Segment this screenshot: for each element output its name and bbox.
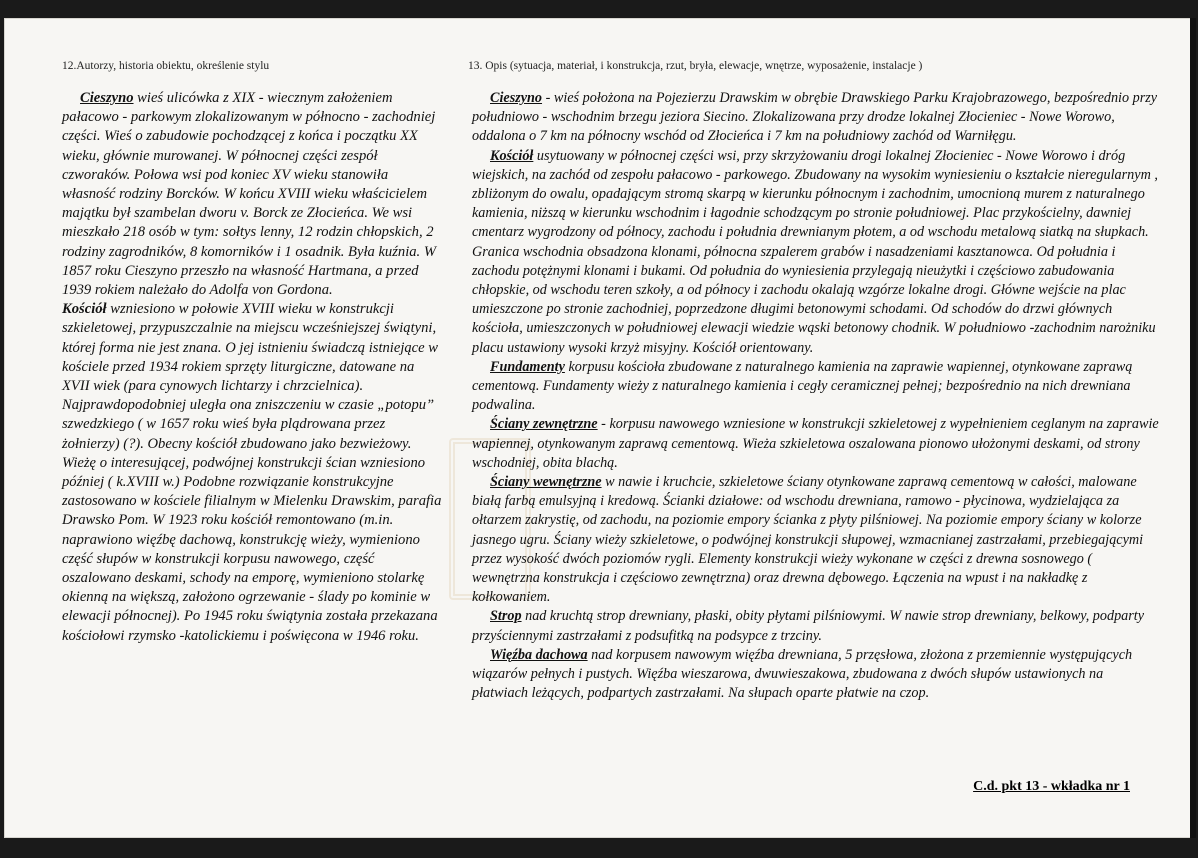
keyword-sciany-wewnetrzne: Ściany wewnętrzne <box>490 474 602 491</box>
desc-paragraph-roof-truss <box>472 646 1162 704</box>
section-13-body <box>472 89 1162 704</box>
keyword-sciany-zewnetrzne: Ściany zewnętrzne <box>490 416 598 433</box>
keyword-cieszyno: Cieszyno <box>80 90 134 106</box>
continued-note: C.d. pkt 13 - wkładka nr 1 <box>973 779 1130 794</box>
foundations-text: korpusu kościoła zbudowane z naturalnego kamienia na zaprawie wapiennej, otynkowane zaprawą cementową. Fundamenty wieży z naturalnego kamienia i cegły ceramicznej pełnej; bezpośrednio na nich drewniana podwalina. <box>472 358 1133 414</box>
inner-walls-text: w nawie i kruchcie, szkieletowe ściany otynkowane zaprawą cementową w całości, malowane białą farbą emulsyjną i kredową. Ścianki działowe: od wschodu drewniana, ramowo - płycinowa, wydzielająca za ołtarzem zakrystię, od zachodu, na poziomie empory ścianka z płyty pilśniowej. Na poziomie empory ściany w kolorze jasnego ugru. Ściany wieży szkieletowe, o podwójnej konstrukcji słupowej, wzmacnianej zastrzałami, przebiegającymi przez wysokość dwóch poziomów rygli. Elementy konstrukcji wieży wykonane w części z drewna sosnowego ( wewnętrzna konstrukcja i częściowo zewnętrzna) oraz drewna dębowego. Łączenia na wpust i na nakładkę z kołkowaniem. <box>472 474 1144 606</box>
keyword-fundamenty: Fundamenty <box>490 358 565 375</box>
desc-paragraph-location <box>472 89 1162 147</box>
location-text: wieś położona na Pojezierzu Drawskim w obrębie Drawskiego Parku Krajobrazowego, bezpośrednio przy południowo - wschodnim brzegu jeziora Siecino. Zlokalizowana przy drodze lokalnej Złocieniec - Nowe Worowo, oddalona o 7 km na północny wschód od Złocieńca i 7 km na południowy zachód od Warniłęgu. <box>472 90 1158 145</box>
desc-paragraph-inner-walls <box>472 473 1162 607</box>
separator: - <box>597 416 610 433</box>
keyword-kosciol: Kościół <box>62 301 107 318</box>
separator: - <box>542 90 554 106</box>
section-12-body <box>62 89 442 646</box>
left-column <box>62 60 442 646</box>
village-history-text: wieś ulicówka z XIX - wiecznym założeniem pałacowo - parkowym zlokalizowanym w północno - zachodniej części. Wieś o zabudowie pochodzącej z końca i początku XX wieku, głównie murowanej. W północnej części zespół czworaków. Połowa wsi pod koniec XV wieku stanowiła własność rodziny Borcków. W końcu XVIII wieku właścicielem majątku był szambelan dworu v. Borck ze Złocieńca. We wsi mieszkało 218 osób w tym: sołtys lenny, 12 rodzin chłopskich, 2 rodziny zagrodników, 8 komorników i 1 osadnik. Była kuźnia. W 1857 roku Cieszyno przeszło na własność Hartmana, a przed 1939 rokiem należało do Adolfa von Gordona. <box>62 90 436 299</box>
document-sheet <box>4 18 1196 838</box>
roof-truss-text: nad korpusem nawowym więźba drewniana, 5 przęsłowa, złożona z przemiennie występujących wiązarów pełnych i pustych. Więźba wieszarowa, dwuwieszakowa, zbudowana z dwóch słupów ustawionych na płatwiach leżących, podpartych zastrzałami. Na słupach oparte płatwie na czop. <box>472 646 1133 702</box>
section-13-heading: 13. Opis (sytuacja, materiał, i konstrukcja, rzut, bryła, elewacje, wnętrze, wyposażenie, instalacje ) <box>468 60 923 72</box>
scan-edge <box>1190 18 1196 838</box>
keyword-kosciol-site: Kościół <box>490 147 534 164</box>
keyword-cieszyno-location: Cieszyno <box>490 90 543 106</box>
keyword-wiezba-dachowa: Więźba dachowa <box>490 646 588 663</box>
right-column <box>468 60 1162 704</box>
desc-paragraph-outer-walls <box>472 415 1162 473</box>
section-12-heading: 12.Autorzy, historia obiektu, określenie stylu <box>62 60 270 72</box>
ceiling-text: nad kruchtą strop drewniany, płaski, obity płytami pilśniowymi. W nawie strop drewniany, belkowy, podparty przyściennymi zastrzałami z podsufitką na podsypce z trzciny. <box>472 608 1145 644</box>
history-paragraph-village <box>62 89 442 300</box>
church-site-text: usytuowany w północnej części wsi, przy skrzyżowaniu drogi lokalnej Złocieniec - Nowe Worowo i dróg wiejskich, na zachód od zespołu pałacowo - parkowego. Zbudowany na wysokim wyniesieniu o kształcie nieregularnym , zbliżonym do owalu, opadającym stromą skarpą w kierunku północnym i zachodnim, umocnioną murem z naturalnego kamienia, niższą w kierunku wschodnim i łagodnie schodzącym po stronie południowej. Plac przykościelny, dawniej cmentarz wygrodzony od północy, zachodu i południa drewnianym płotem, a od wschodu metalową siatką na słupkach. Granica wschodnia obsadzona klonami, północna szpalerem grabów i nasadzeniami kasztanowca. Od południa i zachodu potężnymi klonami i bukami. Od południa do wyniesienia przylegają nieużytki i częściowo zabudowania chłopskie, od wschodu teren szkoły, a od północy i zachodu okalają wzgórze lokalne drogi. Główne wejście na plac umieszczone po stronie zachodniej, poprzedzone długimi betonowymi schodami. Od schodów do drzwi głównych kościoła, umieszczonych w południowej elewacji wiedzie wąski betonowy chodnik. W południowo -zachodnim narożniku placu ustawiony wysoki krzyż misyjny. Kościół orientowany. <box>472 147 1158 356</box>
desc-paragraph-church <box>472 147 1162 358</box>
keyword-strop: Strop <box>490 608 522 625</box>
outer-walls-text: korpusu nawowego wzniesione w konstrukcji szkieletowej z wypełnieniem ceglanym na zaprawie wapiennej, otynkowanym zaprawą cementową. Wieża szkieletowa oszalowana pionowo ułożonymi deskami, od strony wschodniej, obita blachą. <box>472 416 1159 471</box>
desc-paragraph-foundations <box>472 358 1162 416</box>
desc-paragraph-ceiling <box>472 607 1162 645</box>
church-history-text: wzniesiono w połowie XVIII wieku w konstrukcji szkieletowej, przypuszczalnie na miejscu wcześniejszej świątyni, której forma nie jest znana. O jej istnieniu świadczą istniejące w kościele przed 1934 rokiem sprzęty liturgiczne, datowane na XVII wiek (para cynowych lichtarzy i chrzcielnica). Najprawdopodobniej uległa ona zniszczeniu w czasie „potopu” szwedzkiego ( w 1657 roku wieś była plądrowana przez żołnierzy) (?). Obecny kościół zbudowano jako bezwieżowy. Wieżę o interesującej, podwójnej konstrukcji ścian wzniesiono później ( k.XVIII w.) Podobne rozwiązanie konstrukcyjne zastosowano w kościele filialnym w Mielenku Drawskim, parafia Drawsko Pom. W 1923 roku kościół remontowano (m.in. naprawiono więźbę dachową, konstrukcję wieży, wymieniono część słupów w konstrukcji korpusu nawowego, część oszalowano deskami, schody na emporę, wymieniono stolarkę okienną na większą, założono ogrzewanie - ślady po kominie w elewacji północnej). Po 1945 roku świątynia została przekazana kościołowi rzymsko -katolickiemu i poświęcona w 1946 roku. <box>62 301 442 644</box>
history-paragraph-church <box>62 300 442 646</box>
